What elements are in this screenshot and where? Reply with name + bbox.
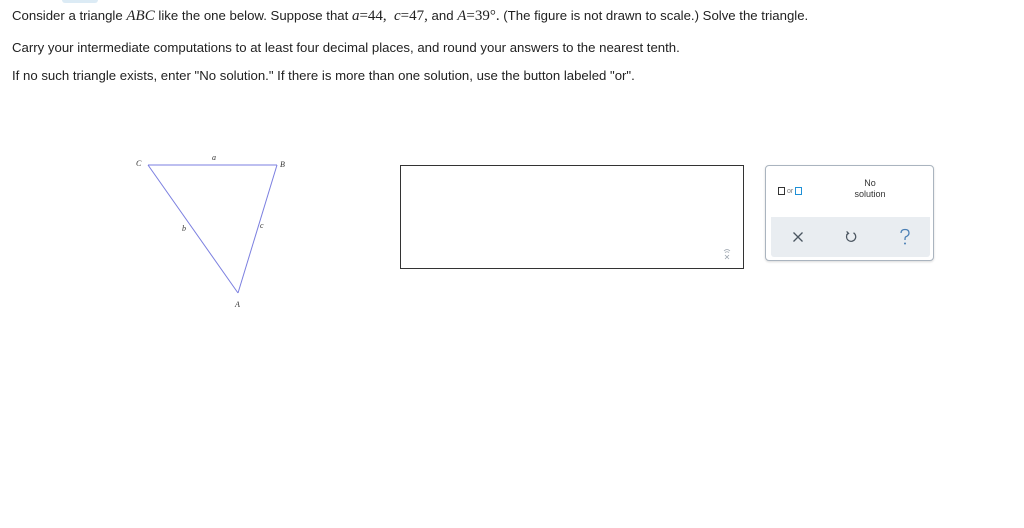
math-variable: A [457, 8, 467, 24]
answer-input[interactable] [400, 165, 744, 269]
clear-button[interactable] [788, 227, 808, 247]
undo-button[interactable] [841, 227, 861, 247]
math-value: =47, [400, 8, 428, 24]
question-line-2: Carry your intermediate computations to at least four decimal places, and round your answers to the nearest tenth. [12, 40, 680, 55]
math-value: =44, [359, 8, 387, 24]
side-c-label: c [260, 221, 264, 230]
question-text: (The figure is not drawn to scale.) Solve the triangle. [499, 8, 809, 23]
side-a-label: a [212, 153, 216, 162]
tools-bar [771, 217, 930, 257]
help-icon [898, 228, 912, 246]
vertex-c-label: C [136, 159, 142, 168]
blue-box-icon [795, 187, 802, 195]
vertex-a-label: A [235, 300, 240, 309]
triangle-vertex-label: C [144, 8, 155, 24]
empty-box-icon [778, 187, 785, 195]
side-b-label: b [182, 224, 186, 233]
math-variable: a [351, 8, 360, 24]
close-icon [792, 231, 804, 243]
no-solution-label-1: No [864, 178, 876, 188]
triangle-edges [148, 165, 277, 293]
math-value: =39°. [466, 8, 500, 24]
keyboard-icon[interactable] [721, 248, 733, 260]
no-solution-button[interactable] [826, 178, 914, 204]
help-button[interactable] [895, 227, 915, 247]
no-solution-label-2: solution [854, 189, 886, 199]
question-line-1 [12, 7, 808, 25]
tab-indicator [62, 0, 98, 3]
undo-icon [844, 230, 858, 244]
triangle-figure [120, 145, 310, 315]
question-intro: Consider a triangle [12, 8, 127, 23]
vertex-b-label: B [280, 160, 285, 169]
math-variable: c [394, 8, 401, 24]
answer-tools-panel [765, 165, 934, 261]
side-b-line [148, 165, 238, 293]
side-c-line [238, 165, 277, 293]
triangle-vertex-label: A [126, 8, 136, 24]
question-line-3: If no such triangle exists, enter "No solution." If there is more than one solution, use the button labeled "or". [12, 68, 635, 83]
triangle-vertex-label: B [135, 8, 145, 24]
question-text: like the one below. Suppose that [154, 8, 352, 23]
or-button[interactable] [778, 180, 816, 202]
question-text: and [427, 8, 458, 23]
or-label: or [787, 187, 794, 195]
